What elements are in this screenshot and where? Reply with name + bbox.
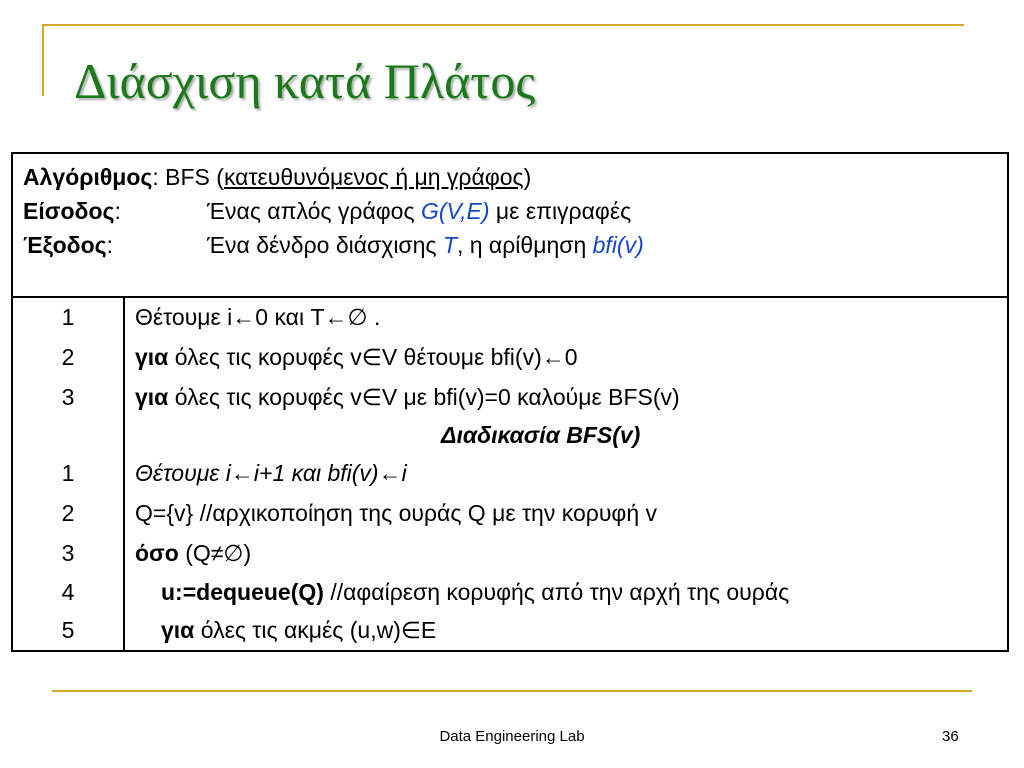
input-label: Είσοδος [23, 198, 115, 224]
algorithm-box [11, 152, 1009, 652]
procedure-line-5 [161, 617, 436, 644]
output-fn: bfi(v) [592, 232, 644, 258]
output-line: Έξοδος: Ένα δένδρο διάσχισης T, η αρίθμηση bfi(v) [23, 232, 644, 258]
top-decorative-line [42, 24, 964, 26]
output-text-2: , η αρίθμηση [456, 232, 587, 258]
procedure-line-3-text: (Q≠∅) [185, 540, 252, 566]
output-label: Έξοδος [23, 232, 107, 258]
line-number: 4 [61, 579, 75, 605]
procedure-line-5-text: όλες τις ακμές (u,w)∈E [200, 617, 437, 643]
line-number: 1 [61, 304, 75, 330]
main-line-2 [135, 344, 578, 371]
procedure-line-4-comment: //αφαίρεση κορυφής από την αρχή της ουράς [330, 579, 790, 605]
line-number: 1 [61, 460, 75, 486]
slide-title: Διάσχιση κατά Πλάτος [74, 53, 536, 109]
line-number: 3 [61, 384, 75, 410]
keyword-for: για [135, 344, 169, 370]
procedure-line-1: Θέτουμε i←i+1 και bfi(v)←i [135, 460, 407, 486]
dequeue-assignment: u:=dequeue(Q) [161, 579, 324, 605]
input-text-2: με επιγραφές [495, 198, 632, 224]
main-line-3-text: όλες τις κορυφές v∈V με bfi(v)=0 καλούμε BFS(v) [174, 384, 680, 410]
main-line-3 [135, 384, 680, 411]
page-number: 36 [942, 728, 959, 745]
input-line: Είσοδος: Ένας απλός γράφος G(V,E) με επιγραφές [23, 198, 632, 224]
keyword-while: όσο [135, 540, 179, 566]
bottom-decorative-line [52, 690, 972, 692]
algorithm-label: Αλγόριθμος [23, 164, 153, 190]
line-number: 5 [61, 617, 75, 643]
column-divider [123, 296, 125, 650]
line-number: 2 [61, 500, 75, 526]
algorithm-line: Αλγόριθμος: BFS (κατευθυνόμενος ή μη γράφος) [23, 164, 532, 190]
main-line-2-text: όλες τις κορυφές v∈V θέτουμε bfi(v)←0 [174, 344, 578, 370]
algorithm-header [13, 154, 1007, 298]
output-value [207, 232, 644, 259]
keyword-for: για [161, 617, 195, 643]
input-value [207, 198, 631, 225]
procedure-line-4 [161, 579, 789, 606]
line-number: 2 [61, 344, 75, 370]
input-graph: G(V,E) [420, 198, 490, 224]
output-text-1: Ένα δένδρο διάσχισης [207, 232, 437, 258]
algorithm-note: κατευθυνόμενος ή μη γράφος [223, 164, 524, 190]
left-decorative-line [42, 24, 44, 96]
main-line-1: Θέτουμε i←0 και T←∅ . [135, 304, 381, 330]
output-tree: T [442, 232, 457, 258]
procedure-line-3 [135, 540, 251, 567]
algorithm-name: BFS [165, 164, 210, 190]
input-text-1: Ένας απλός γράφος [207, 198, 415, 224]
procedure-title: Διαδικασία BFS(v) [441, 422, 641, 448]
line-number: 3 [61, 540, 75, 566]
footer-text: Data Engineering Lab [439, 728, 585, 745]
keyword-for: για [135, 384, 169, 410]
procedure-line-2: Q={v} //αρχικοποίηση της ουράς Q με την κορυφή v [135, 500, 658, 526]
